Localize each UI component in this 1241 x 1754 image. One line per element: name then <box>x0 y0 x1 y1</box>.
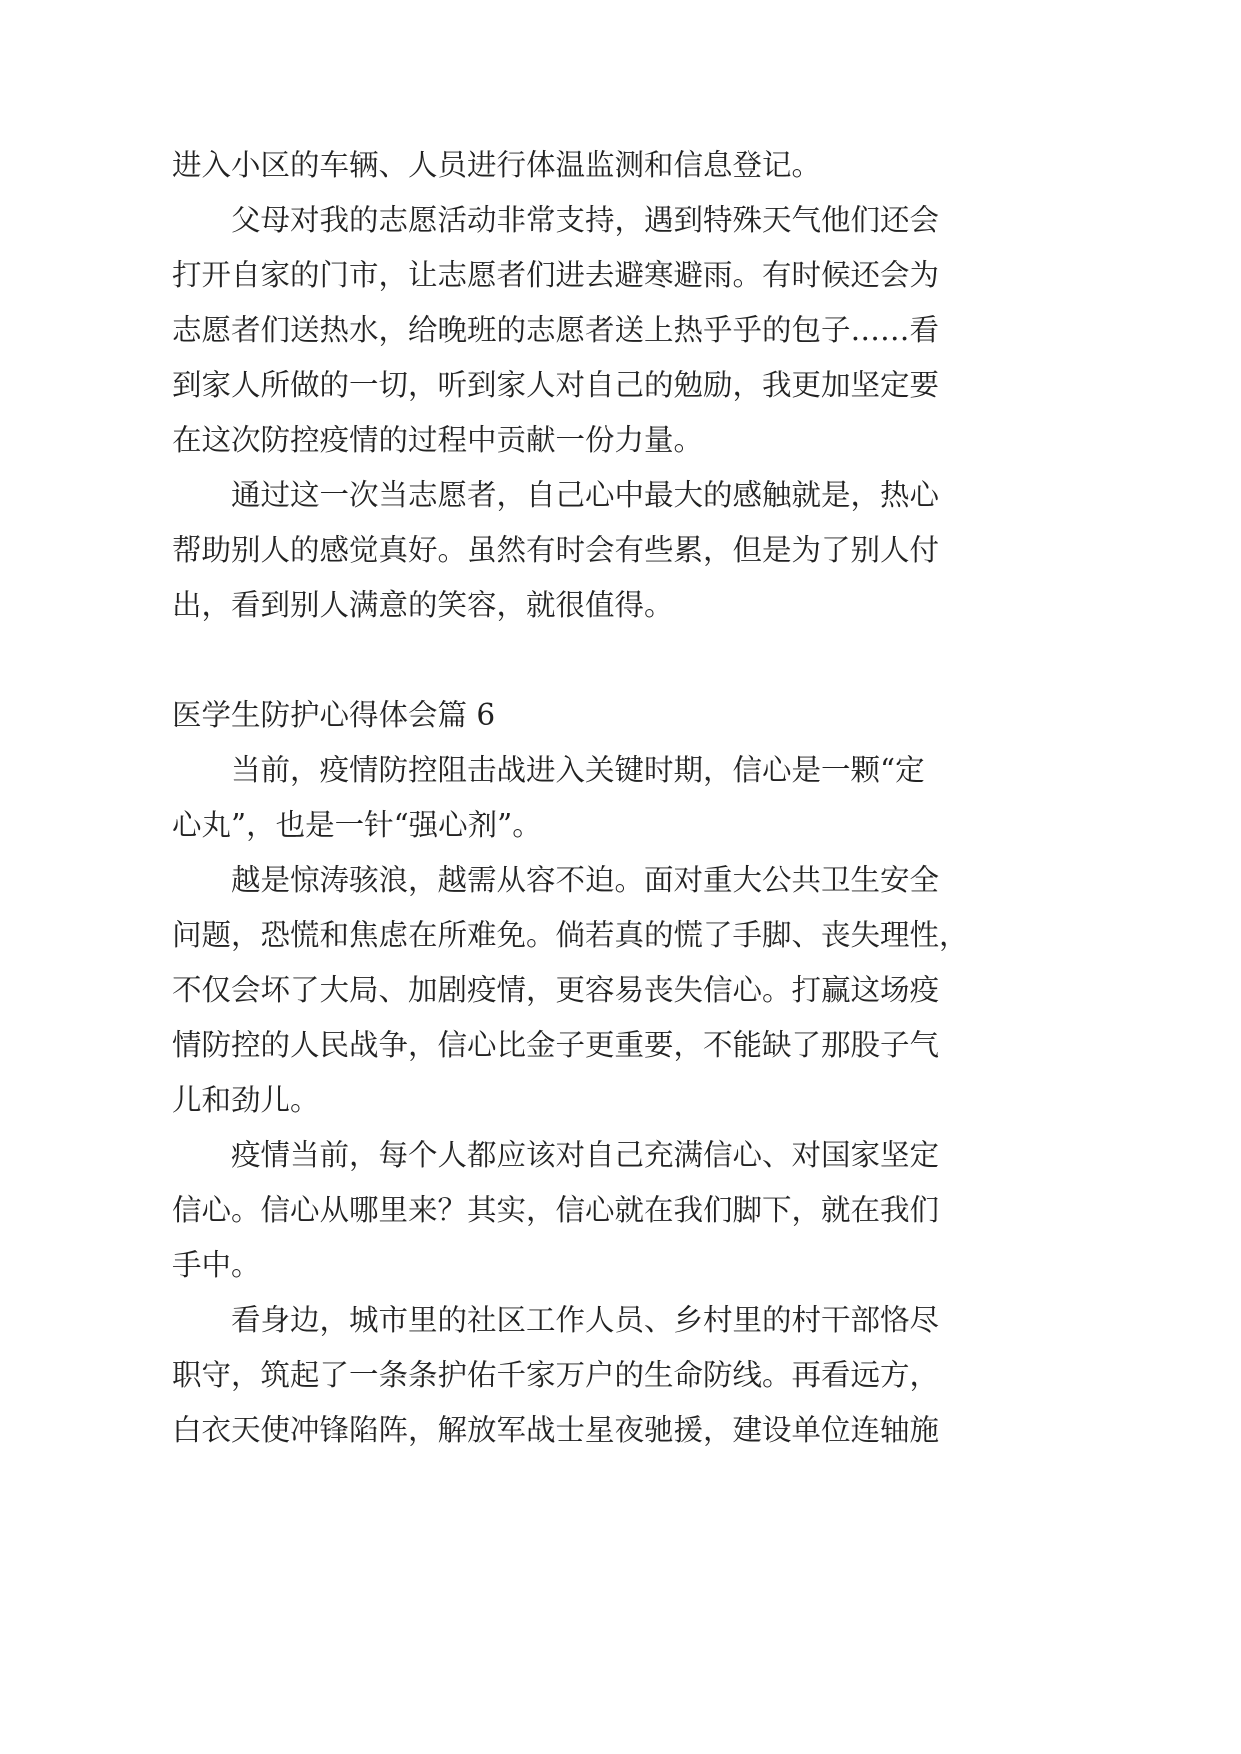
text-line: 情防控的人民战争，信心比金子更重要，不能缺了那股子气 <box>172 1028 940 1062</box>
paragraph <box>172 853 1072 1128</box>
text-line: 白衣天使冲锋陷阵，解放军战士星夜驰援，建设单位连轴施 <box>172 1413 940 1447</box>
text-line: 问题，恐慌和焦虑在所难免。倘若真的慌了手脚、丧失理性， <box>172 918 969 952</box>
text-line: 在这次防控疫情的过程中贡献一份力量。 <box>172 423 704 457</box>
text-line: 志愿者们送热水，给晚班的志愿者送上热乎乎的包子……看 <box>172 313 940 347</box>
section-6 <box>172 688 1072 1458</box>
text-line: 父母对我的志愿活动非常支持，遇到特殊天气他们还会 <box>231 203 940 237</box>
paragraph <box>172 743 1072 853</box>
paragraph <box>172 1293 1072 1458</box>
text-line: 疫情当前，每个人都应该对自己充满信心、对国家坚定 <box>231 1138 940 1172</box>
document-page <box>172 138 1072 1458</box>
paragraph <box>172 193 1072 468</box>
text-line: 职守，筑起了一条条护佑千家万户的生命防线。再看远方， <box>172 1358 940 1392</box>
text-line: 手中。 <box>172 1248 261 1282</box>
text-line: 心丸”，也是一针“强心剂”。 <box>172 808 542 842</box>
text-line: 不仅会坏了大局、加剧疫情，更容易丧失信心。打赢这场疫 <box>172 973 940 1007</box>
text-line: 看身边，城市里的社区工作人员、乡村里的村干部恪尽 <box>231 1303 940 1337</box>
paragraph <box>172 138 1072 193</box>
section-heading: 医学生防护心得体会篇 6 <box>172 698 496 732</box>
text-line: 打开自家的门市，让志愿者们进去避寒避雨。有时候还会为 <box>172 258 940 292</box>
paragraph <box>172 468 1072 633</box>
text-line: 信心。信心从哪里来？其实，信心就在我们脚下，就在我们 <box>172 1193 940 1227</box>
paragraph <box>172 1128 1072 1293</box>
text-line: 越是惊涛骇浪，越需从容不迫。面对重大公共卫生安全 <box>231 863 940 897</box>
section-previous <box>172 138 1072 633</box>
text-line: 当前，疫情防控阻击战进入关键时期，信心是一颗“定 <box>231 753 925 787</box>
blank-line <box>172 633 1072 688</box>
text-line: 儿和劲儿。 <box>172 1083 320 1117</box>
text-line: 进入小区的车辆、人员进行体温监测和信息登记。 <box>172 148 822 182</box>
text-line: 帮助别人的感觉真好。虽然有时会有些累，但是为了别人付 <box>172 533 940 567</box>
text-line: 出，看到别人满意的笑容，就很值得。 <box>172 588 674 622</box>
text-line: 通过这一次当志愿者，自己心中最大的感触就是，热心 <box>231 478 940 512</box>
text-line: 到家人所做的一切，听到家人对自己的勉励，我更加坚定要 <box>172 368 940 402</box>
